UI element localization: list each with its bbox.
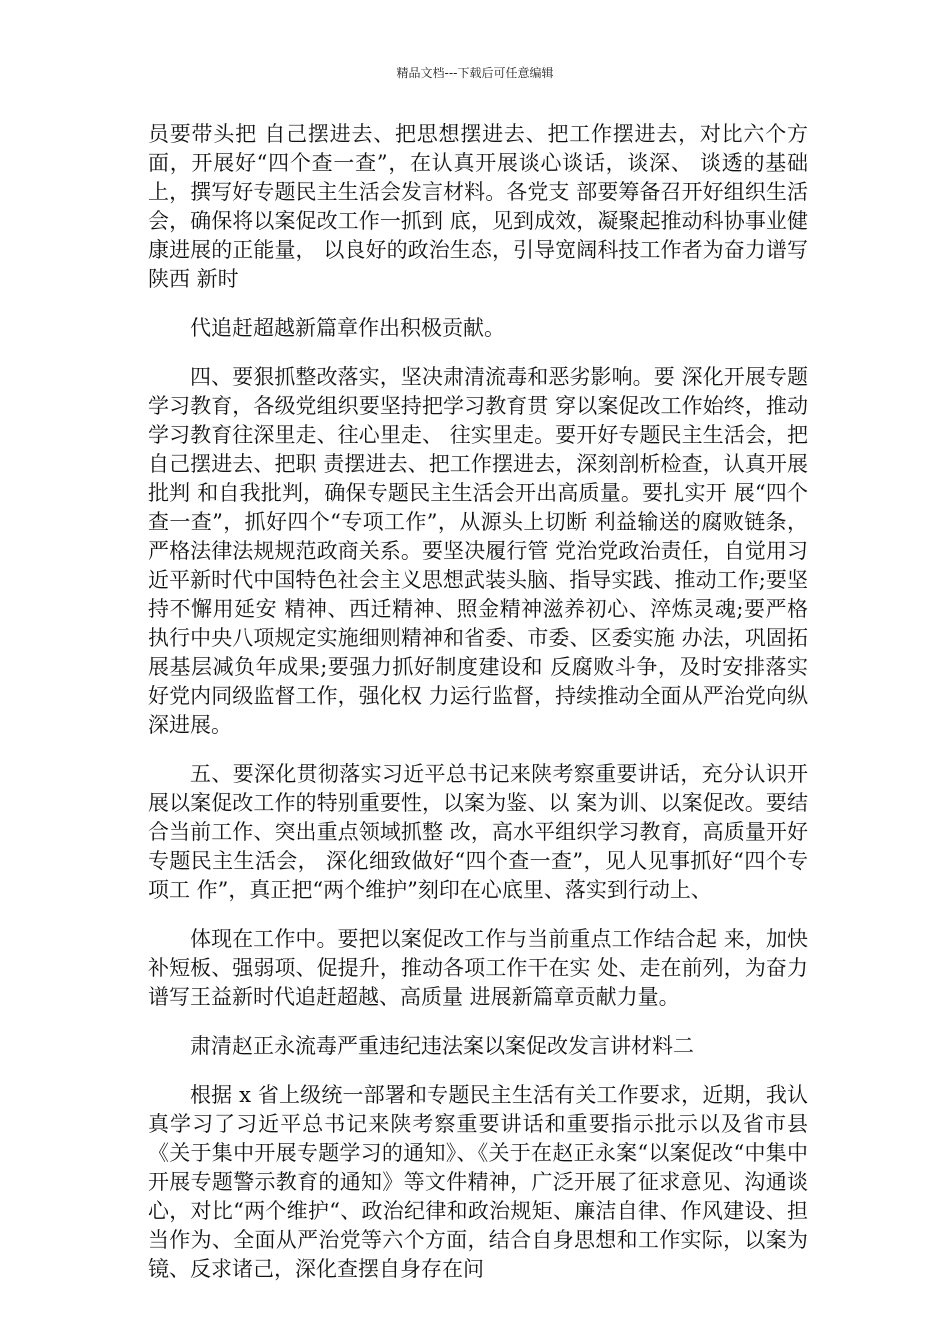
paragraph-1: 员要带头把 自己摆进去、把思想摆进去、把工作摆进去，对比六个方 面，开展好“四个查一查”，在认真开展谈心谈话，谈深、 谈透的基础上，撰写好专题民主生活会发言材料。各党支 部要筹备召开好组织生活会，确保将以案促改工作一抓到 底，见到成效，凝聚起推动科协事业健康进展的正能量， 以良好的政治生态，引导宽阔科技工作者为奋力谱写陕西 新时 <box>148 122 808 291</box>
paragraph-3: 四、要狠抓整改落实，坚决肃清流毒和恶劣影响。要 深化开展专题学习教育，各级党组织要坚持把学习教育贯 穿以案促改工作始终，推动学习教育往深里走、往心里走、 往实里走。要开好专题民主生活会，把自己摆进去、把职 责摆进去、把工作摆进去，深刻剖析检查，认真开展批判 和自我批判，确保专题民主生活会开出高质量。要扎实开 展“四个查一查”，抓好四个“专项工作”，从源头上切断 利益输送的腐败链条，严格法律法规规范政商关系。要坚决履行管 党治党政治责任，自觉用习近平新时代中国特色社会主义思想武装头脑、指导实践、推动工作;要坚持不懈用延安 精神、西迁精神、照金精神滋养初心、淬炼灵魂;要严格 执行中央八项规定实施细则精神和省委、市委、区委实施 办法，巩固拓展基层减负年成果;要强力抓好制度建设和 反腐败斗争，及时安排落实好党内同级监督工作，强化权 力运行监督，持续推动全面从严治党向纵深进展。 <box>148 365 808 737</box>
paragraph-4: 五、要深化贯彻落实习近平总书记来陕考察重要讲话，充分认识开展以案促改工作的特别重要性，以案为鉴、以 案为训、以案促改。要结合当前工作、突出重点领域抓整 改，高水平组织学习教育，高质量开好专题民主生活会， 深化细致做好“四个查一查”，见人见事抓好“四个专项工 作”，真正把“两个维护”刻印在心底里、落实到行动上、 <box>148 762 808 902</box>
page-header: 精品文档---下载后可任意编辑 <box>396 66 554 80</box>
section-title: 肃清赵正永流毒严重违纪违法案以案促改发言讲材料二 <box>190 1034 694 1058</box>
paragraph-6: 根据 x 省上级统一部署和专题民主生活有关工作要求，近期，我认真学习了习近平总书记来陕考察重要讲话和重要指示批示以及省市县《关于集中开展专题学习的通知》、《关于在赵正永案“以案促改“中集中开展专题警示教育的通知》等文件精神，广泛开展了征求意见、沟通谈心，对比“两个维护“、政治纪律和政治规矩、廉洁自律、作风建设、担当作为、全面从严治党等六个方面，结合自身思想和工作实际，以案为镜、反求诸己，深化查摆自身存在问 <box>148 1083 808 1281</box>
paragraph-5: 体现在工作中。要把以案促改工作与当前重点工作结合起 来，加快补短板、强弱项、促提升，推动各项工作干在实 处、走在前列，为奋力谱写王益新时代追赶超越、高质量 进展新篇章贡献力量。 <box>148 927 808 1009</box>
paragraph-2: 代追赶超越新篇章作出积极贡献。 <box>190 316 505 340</box>
document-body <box>148 120 808 1284</box>
